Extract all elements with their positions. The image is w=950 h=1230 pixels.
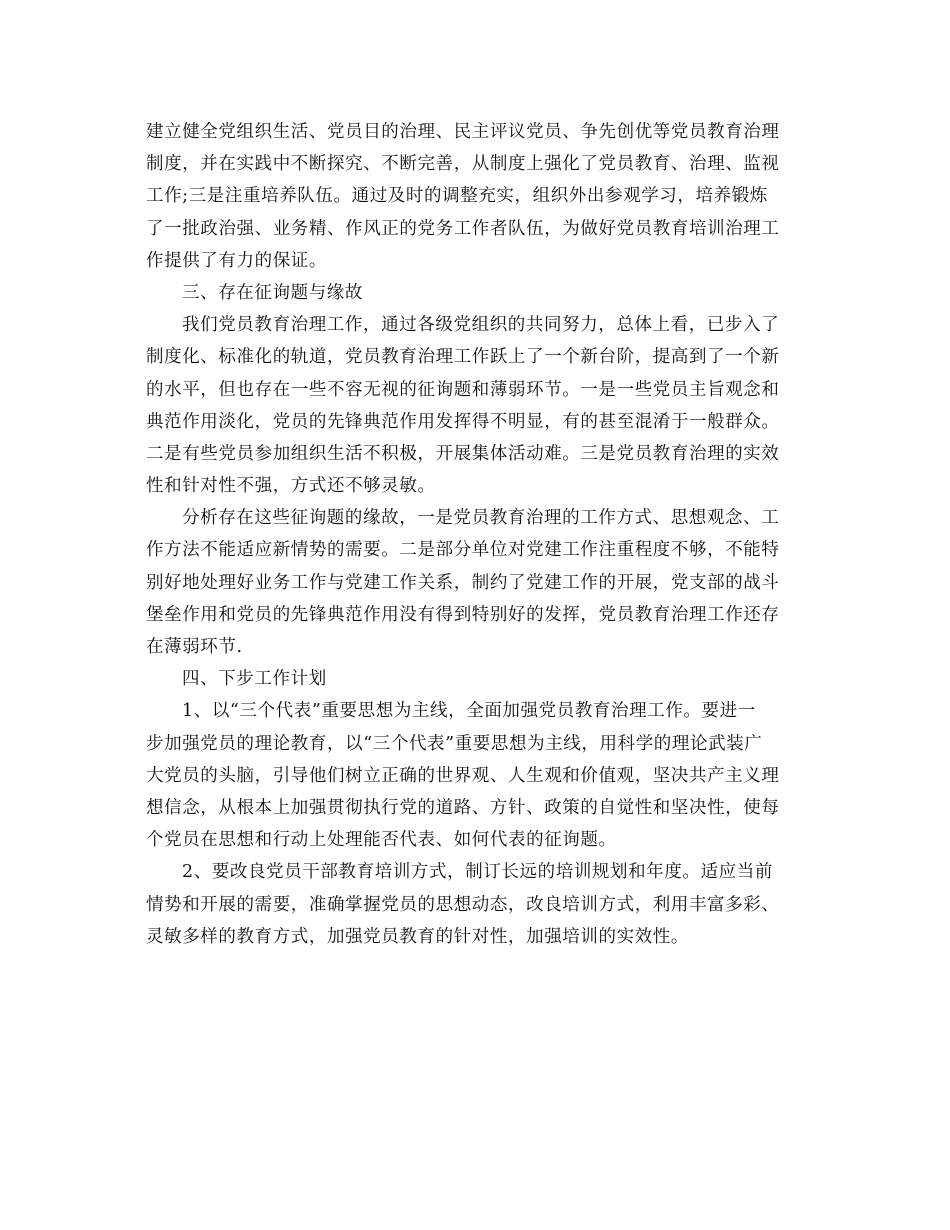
text-line: 制度，并在实践中不断探究、不断完善，从制度上强化了党员教育、治理、监视: [146, 154, 780, 175]
text-line: 想信念，从根本上加强贯彻执行党的道路、方针、政策的自觉性和坚决性，使每: [146, 797, 780, 818]
text-line: 别好地处理好业务工作与党建工作关系，制约了党建工作的开展，党支部的战斗: [146, 572, 780, 593]
text-line: 典范作用淡化，党员的先锋典范作用发挥得不明显，有的甚至混淆于一般群众。: [146, 411, 780, 432]
text-line: 个党员在思想和行动上处理能否代表、如何代表的征询题。: [146, 830, 617, 851]
document-body: [146, 116, 806, 953]
text-line: 四、下步工作计划: [182, 669, 327, 690]
text-line: 步加强党员的理论教育，以“三个代表”重要思想为主线，用科学的理论武装广: [146, 733, 763, 754]
text-line: 作提供了有力的保证。: [146, 250, 327, 271]
text-line: 性和针对性不强，方式还不够灵敏。: [146, 476, 436, 497]
text-line: 三、存在征询题与缘故: [182, 282, 363, 303]
text-line: 大党员的头脑，引导他们树立正确的世界观、人生观和价值观，坚决共产主义理: [146, 765, 780, 786]
text-line: 2、要改良党员干部教育培训方式，制订长远的培训规划和年度。适应当前: [182, 862, 773, 883]
text-line: 情势和开展的需要，准确掌握党员的思想动态，改良培训方式，利用丰富多彩、: [146, 894, 780, 915]
text-line: 堡垒作用和党员的先锋典范作用没有得到特别好的发挥，党员教育治理工作还存: [146, 604, 780, 625]
text-line: 灵敏多样的教育方式，加强党员教育的针对性，加强培训的实效性。: [146, 926, 689, 947]
text-line: 工作;三是注重培养队伍。通过及时的调整充实，组织外出参观学习，培养锻炼: [146, 186, 768, 207]
text-line: 我们党员教育治理工作，通过各级党组织的共同努力，总体上看，已步入了: [182, 315, 780, 336]
text-line: 的水平，但也存在一些不容无视的征询题和薄弱环节。一是一些党员主旨观念和: [146, 379, 780, 400]
text-line: 在薄弱环节.: [146, 637, 243, 657]
text-line: 建立健全党组织生活、党员目的治理、民主评议党员、争先创优等党员教育治理: [146, 122, 780, 142]
text-line: 作方法不能适应新情势的需要。二是部分单位对党建工作注重程度不够，不能特: [146, 540, 780, 561]
text-line: 分析存在这些征询题的缘故，一是党员教育治理的工作方式、思想观念、工: [182, 508, 780, 529]
text-line: 了一批政治强、业务精、作风正的党务工作者队伍，为做好党员教育培训治理工: [146, 218, 780, 239]
text-line: 制度化、标准化的轨道，党员教育治理工作跃上了一个新台阶，提高到了一个新: [146, 347, 780, 368]
text-line: 二是有些党员参加组织生活不积极，开展集体活动难。三是党员教育治理的实效: [146, 443, 780, 464]
text-line: 1、以“三个代表”重要思想为主线，全面加强党员教育治理工作。要进一: [182, 701, 756, 722]
